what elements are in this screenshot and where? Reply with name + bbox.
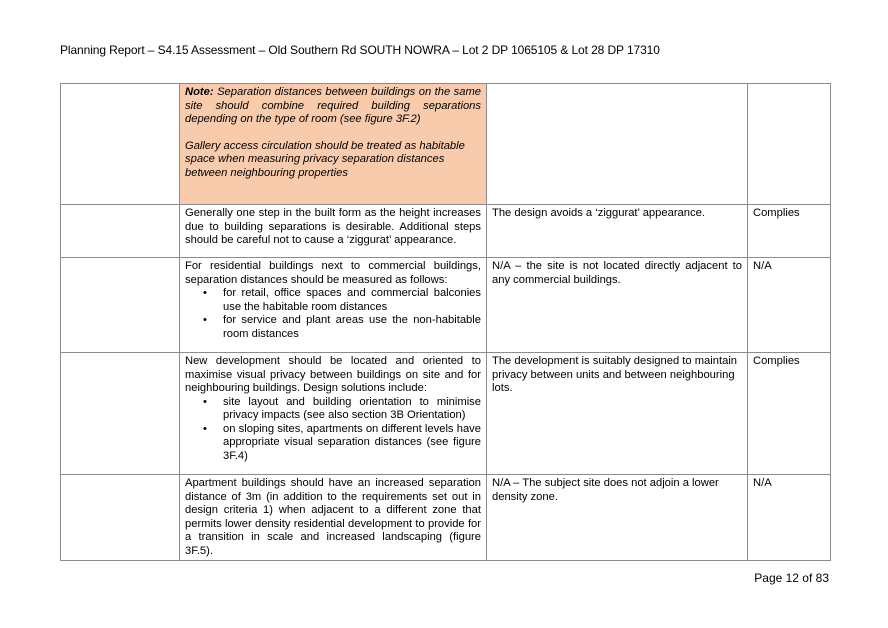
note-paragraph: Gallery access circulation should be treated as habitable space when measuring privacy separation distances between neighbouring properties: [185, 139, 465, 179]
list-item: • for service and plant areas use the non-habitable room distances: [223, 314, 481, 341]
table-row: [61, 84, 831, 205]
note-label: Note:: [185, 86, 214, 98]
document-header: Planning Report – S4.15 Assessment – Old Southern Rd SOUTH NOWRA – Lot 2 DP 1065105 & Lot 28 DP 17310: [60, 43, 660, 57]
table-row: [61, 258, 831, 353]
list-item: • on sloping sites, apartments on different levels have appropriate visual separation distances (see figure 3F.4): [223, 423, 481, 464]
assessment-table: [60, 83, 831, 561]
assessment-cell: The design avoids a ‘ziggurat’ appearance.: [487, 205, 748, 258]
compliance-cell: N/A: [748, 475, 831, 561]
compliance-cell: N/A: [748, 258, 831, 353]
criteria-bullet-list: [185, 287, 481, 341]
blank-cell: [61, 205, 180, 258]
criteria-cell: Apartment buildings should have an increased separation distance of 3m (in addition to the requirements set out in design criteria 1) when adjacent to a different zone that permits lower density residential development to provide for a transition in scale and increased landscaping (figure 3F.5).: [180, 475, 487, 561]
table-row: [61, 475, 831, 561]
blank-cell: [61, 475, 180, 561]
table-row: [61, 353, 831, 475]
criteria-cell: [180, 258, 487, 353]
criteria-intro: For residential buildings next to commercial buildings, separation distances should be measured as follows:: [185, 260, 481, 286]
compliance-cell: Complies: [748, 205, 831, 258]
table-row: [61, 205, 831, 258]
compliance-cell: Complies: [748, 353, 831, 475]
criteria-cell: [180, 353, 487, 475]
list-item: • for retail, office spaces and commercial balconies use the habitable room distances: [223, 287, 481, 314]
criteria-bullet-list: [185, 396, 481, 464]
note-cell: [180, 84, 487, 205]
assessment-cell: N/A – The subject site does not adjoin a lower density zone.: [487, 475, 748, 561]
compliance-cell: [748, 84, 831, 205]
assessment-cell: [487, 84, 748, 205]
blank-cell: [61, 258, 180, 353]
page-number: Page 12 of 83: [754, 571, 829, 585]
blank-cell: [61, 353, 180, 475]
criteria-cell: Generally one step in the built form as the height increases due to building separations is desirable. Additional steps should be careful not to cause a ‘ziggurat’ appearance.: [180, 205, 487, 258]
list-item: • site layout and building orientation to minimise privacy impacts (see also section 3B Orientation): [223, 396, 481, 423]
assessment-cell: N/A – the site is not located directly adjacent to any commercial buildings.: [487, 258, 748, 353]
note-paragraph: [185, 86, 481, 127]
blank-cell: [61, 84, 180, 205]
note-text: Separation distances between buildings on the same site should combine required building separations depending on the type of room (see figure 3F.2): [185, 86, 482, 125]
criteria-intro: New development should be located and oriented to maximise visual privacy between buildings on site and for neighbouring buildings. Design solutions include:: [185, 355, 481, 394]
assessment-cell: The development is suitably designed to maintain privacy between units and between neighbouring lots.: [487, 353, 748, 475]
